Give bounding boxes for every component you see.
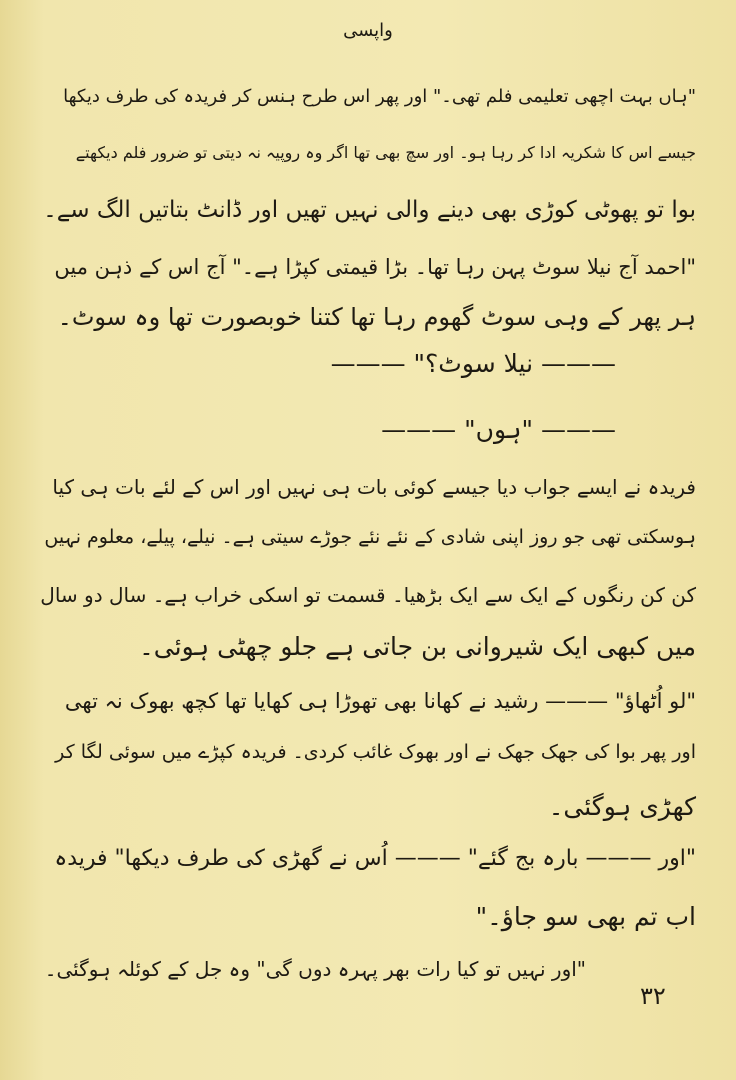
text-line-9: ہوسکتی تھی جو روز اپنی شادی کے نئے نئے جوڑے سیتی ہے۔ نیلے، پیلے، معلوم نہیں xyxy=(44,526,696,548)
text-line-5: ہر پھر کے وہی سوٹ گھوم رہا تھا کتنا خوبصورت تھا وہ سوٹ۔ xyxy=(57,303,696,331)
text-line-11: میں کبھی ایک شیروانی بن جاتی ہے جلو چھٹی ہوئی۔ xyxy=(139,632,696,661)
text-line-8: فریدہ نے ایسے جواب دیا جیسے کوئی بات ہی نہیں اور اس کے لئے بات ہی کیا xyxy=(52,475,696,499)
text-line-12: "لو اُٹھاؤ" ——— رشید نے کھانا بھی تھوڑا ہی کھایا تھا کچھ بھوک نہ تھی xyxy=(64,689,696,713)
page-number: ۳۲ xyxy=(640,982,666,1010)
text-line-2: جیسے اس کا شکریہ ادا کر رہا ہو۔ اور سچ بھی تھا اگر وہ روپیہ نہ دیتی تو ضرور فلم دیکھتے xyxy=(75,143,696,162)
running-header: واپسی xyxy=(343,20,393,41)
text-line-1: "ہاں بہت اچھی تعلیمی فلم تھی۔" اور پھر اس طرح ہنس کر فریدہ کی طرف دیکھا xyxy=(63,86,696,107)
text-line-13: اور پھر بوا کی جھک جھک نے اور بھوک غائب کردی۔ فریدہ کپڑے میں سوئی لگا کر xyxy=(55,741,696,763)
text-line-6: ——— نیلا سوٹ؟" ——— xyxy=(330,349,616,378)
text-line-3: بوا تو پھوٹی کوڑی بھی دینے والی نہیں تھیں اور ڈانٹ بتاتیں الگ سے۔ xyxy=(43,197,696,223)
text-line-4: "احمد آج نیلا سوٹ پہن رہا تھا۔ بڑا قیمتی کپڑا ہے۔" آج اس کے ذہن میں xyxy=(54,255,696,279)
text-line-17: "اور نہیں تو کیا رات بھر پہرہ دوں گی" وہ جل کے کوئلہ ہوگئی۔ xyxy=(44,957,586,981)
text-line-14: کھڑی ہوگئی۔ xyxy=(548,792,696,821)
text-line-15: "اور ——— بارہ بج گئے" ——— اُس نے گھڑی کی طرف دیکھا" فریدہ xyxy=(54,846,696,871)
text-line-10: کن کن رنگوں کے ایک سے ایک بڑھیا۔ قسمت تو اسکی خراب ہے۔ سال دو سال xyxy=(40,583,696,607)
text-line-16: اب تم بھی سو جاؤ۔" xyxy=(475,902,696,931)
text-line-7: ——— "ہوں" ——— xyxy=(381,415,616,444)
